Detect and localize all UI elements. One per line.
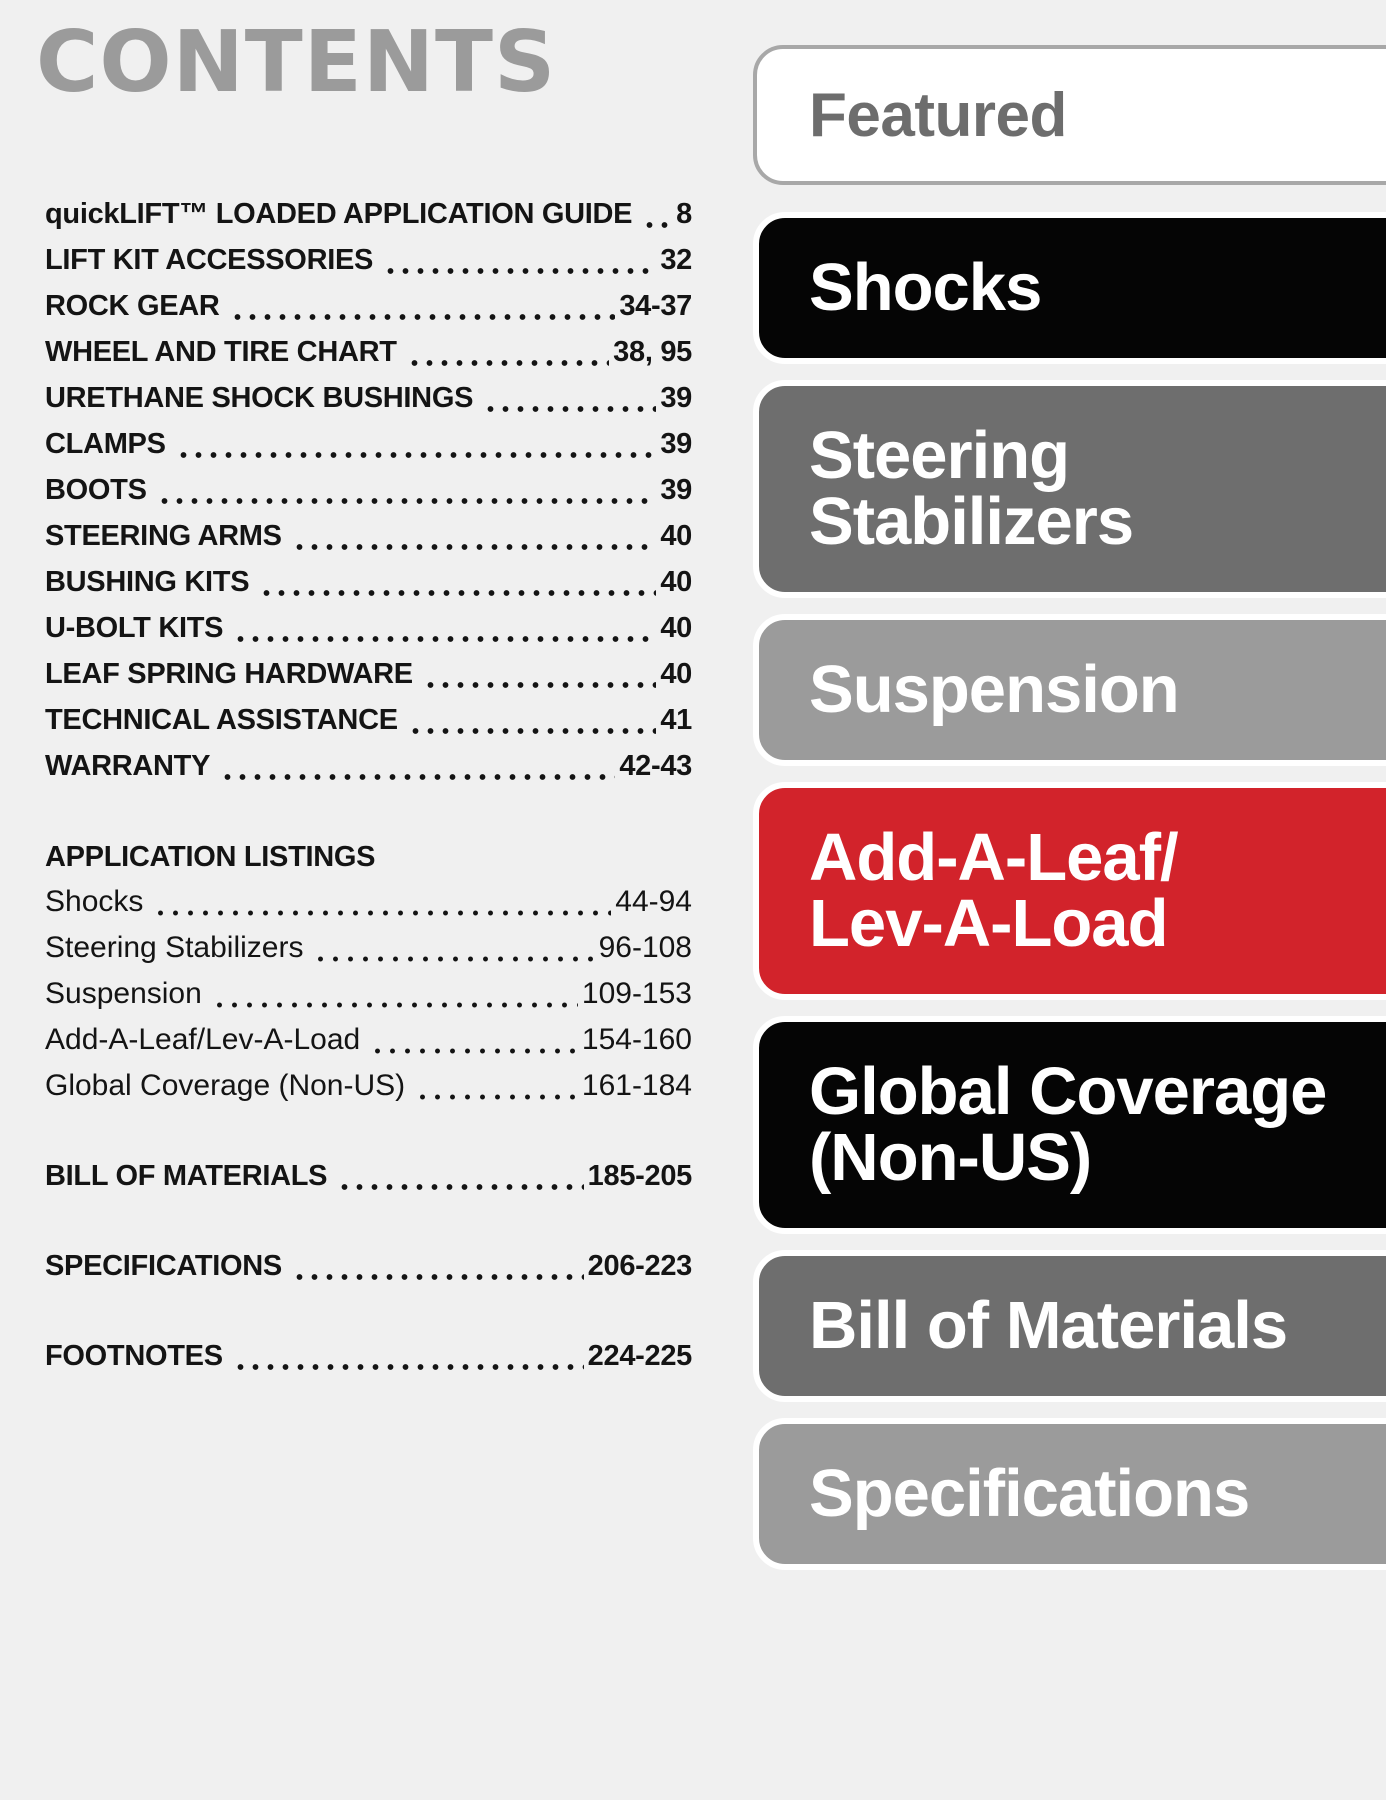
featured-band-label: Shocks bbox=[809, 250, 1042, 326]
featured-band-label: Global Coverage bbox=[809, 1054, 1327, 1130]
featured-band-label: Stabilizers bbox=[809, 484, 1134, 559]
toc-entry-label: Global Coverage (Non-US) bbox=[45, 1069, 406, 1102]
toc-entry bbox=[40, 422, 692, 468]
dotted-leader bbox=[337, 1154, 583, 1200]
dotted-leader bbox=[642, 192, 672, 238]
toc-entry bbox=[40, 376, 692, 422]
dotted-leader bbox=[233, 1334, 584, 1380]
toc-entry-label: BILL OF MATERIALS bbox=[45, 1160, 328, 1192]
dotted-leader bbox=[212, 972, 578, 1018]
toc-entry-page: 161-184 bbox=[581, 1069, 692, 1102]
toc-section-header: APPLICATION LISTINGS bbox=[45, 840, 376, 873]
toc-entry bbox=[40, 468, 692, 514]
toc-entry-label: STEERING ARMS bbox=[45, 520, 282, 552]
toc-entry bbox=[40, 1154, 692, 1200]
toc-entry-page: 185-205 bbox=[587, 1160, 692, 1192]
featured-band-label: Specifications bbox=[809, 1456, 1250, 1532]
toc-entry bbox=[40, 926, 692, 972]
dotted-leader bbox=[483, 376, 656, 422]
dotted-leader bbox=[313, 926, 594, 972]
featured-band-label: Bill of Materials bbox=[809, 1288, 1288, 1364]
toc-entry-label: LEAF SPRING HARDWARE bbox=[45, 658, 413, 690]
dotted-leader bbox=[176, 422, 657, 468]
toc-entry-page: 40 bbox=[660, 520, 692, 552]
toc-entry bbox=[40, 652, 692, 698]
dotted-leader bbox=[407, 330, 610, 376]
dotted-leader bbox=[370, 1018, 578, 1064]
toc-entry bbox=[40, 1244, 692, 1290]
toc-entry bbox=[40, 1334, 692, 1380]
featured-band-global-coverage-non-us[interactable] bbox=[753, 1016, 1386, 1234]
toc-entry-label: TECHNICAL ASSISTANCE bbox=[45, 704, 398, 736]
featured-band-list bbox=[753, 212, 1386, 1570]
dotted-leader bbox=[233, 606, 656, 652]
featured-band-add-a-leaf-lev-a-load[interactable] bbox=[753, 782, 1386, 1000]
toc-entry-page: 42-43 bbox=[619, 750, 692, 782]
toc-entry bbox=[40, 192, 692, 238]
toc-entry bbox=[40, 284, 692, 330]
toc-entry bbox=[40, 744, 692, 790]
toc-entry-page: 40 bbox=[660, 566, 692, 598]
dotted-leader bbox=[292, 1244, 584, 1290]
dotted-leader bbox=[423, 652, 657, 698]
toc-entry bbox=[40, 238, 692, 284]
toc-entry-page: 39 bbox=[660, 382, 692, 414]
dotted-leader bbox=[408, 698, 657, 744]
toc-entry bbox=[40, 606, 692, 652]
toc-entry-label: Suspension bbox=[45, 977, 202, 1010]
featured-band-specifications[interactable] bbox=[753, 1418, 1386, 1570]
toc-group bbox=[40, 1154, 692, 1200]
toc-entry-label: Add-A-Leaf/Lev-A-Load bbox=[45, 1023, 361, 1056]
toc-entry-page: 39 bbox=[660, 474, 692, 506]
toc-entry-label: BUSHING KITS bbox=[45, 566, 250, 598]
toc-entry-page: 8 bbox=[676, 198, 692, 230]
toc-entry-label: WHEEL AND TIRE CHART bbox=[45, 336, 397, 368]
featured-header bbox=[753, 45, 1386, 185]
dotted-leader bbox=[415, 1064, 578, 1110]
featured-band-label: (Non-US) bbox=[809, 1120, 1092, 1195]
toc-entry-page: 96-108 bbox=[598, 931, 692, 964]
toc-entry bbox=[40, 698, 692, 744]
toc-entry bbox=[40, 880, 692, 926]
featured-band-steering-stabilizers[interactable] bbox=[753, 380, 1386, 598]
toc-entry-page: 41 bbox=[660, 704, 692, 736]
featured-band-bill-of-materials[interactable] bbox=[753, 1250, 1386, 1402]
toc-entry-label: U-BOLT KITS bbox=[45, 612, 224, 644]
toc-entry-label: Shocks bbox=[45, 885, 144, 918]
toc-group bbox=[40, 192, 692, 790]
toc-entry-label: CLAMPS bbox=[45, 428, 166, 460]
toc-entry-page: 44-94 bbox=[615, 885, 692, 918]
dotted-leader bbox=[220, 744, 615, 790]
toc-entry bbox=[40, 330, 692, 376]
toc-entry-label: BOOTS bbox=[45, 474, 147, 506]
toc-entry-page: 38, 95 bbox=[613, 336, 692, 368]
toc-entry-page: 32 bbox=[660, 244, 692, 276]
toc-entry-page: 40 bbox=[660, 658, 692, 690]
dotted-leader bbox=[292, 514, 657, 560]
dotted-leader bbox=[230, 284, 616, 330]
toc-entry-label: LIFT KIT ACCESSORIES bbox=[45, 244, 374, 276]
toc-entry-label: URETHANE SHOCK BUSHINGS bbox=[45, 382, 474, 414]
toc-entry-page: 109-153 bbox=[581, 977, 692, 1010]
toc-entry-page: 154-160 bbox=[581, 1023, 692, 1056]
toc-group bbox=[40, 1244, 692, 1290]
toc-entry bbox=[40, 1064, 692, 1110]
toc-entry-label: WARRANTY bbox=[45, 750, 211, 782]
dotted-leader bbox=[259, 560, 656, 606]
toc-entry-page: 224-225 bbox=[587, 1340, 692, 1372]
toc-entry-label: ROCK GEAR bbox=[45, 290, 220, 322]
dotted-leader bbox=[157, 468, 657, 514]
featured-band-shocks[interactable] bbox=[753, 212, 1386, 364]
toc-entry-page: 206-223 bbox=[587, 1250, 692, 1282]
dotted-leader bbox=[153, 880, 611, 926]
toc-group bbox=[40, 1334, 692, 1380]
featured-title: Featured bbox=[809, 80, 1067, 150]
table-of-contents bbox=[40, 192, 692, 1380]
featured-band-label: Steering bbox=[809, 418, 1070, 494]
toc-entry-page: 39 bbox=[660, 428, 692, 460]
featured-band-label: Suspension bbox=[809, 652, 1179, 728]
toc-entry-label: FOOTNOTES bbox=[45, 1340, 223, 1372]
toc-entry bbox=[40, 1018, 692, 1064]
toc-entry-label: Steering Stabilizers bbox=[45, 931, 304, 964]
toc-entry bbox=[40, 560, 692, 606]
dotted-leader bbox=[383, 238, 656, 284]
page-title: CONTENTS bbox=[36, 13, 557, 112]
toc-entry-label: quickLIFT™ LOADED APPLICATION GUIDE bbox=[45, 198, 633, 230]
toc-group bbox=[40, 834, 692, 1110]
toc-entry-page: 34-37 bbox=[619, 290, 692, 322]
toc-entry bbox=[40, 972, 692, 1018]
featured-sidebar bbox=[753, 45, 1386, 1570]
toc-entry bbox=[40, 514, 692, 560]
featured-band-label: Lev-A-Load bbox=[809, 886, 1168, 961]
toc-entry-label: SPECIFICATIONS bbox=[45, 1250, 282, 1282]
featured-band-suspension[interactable] bbox=[753, 614, 1386, 766]
featured-band-label: Add-A-Leaf/ bbox=[809, 820, 1178, 896]
toc-entry-page: 40 bbox=[660, 612, 692, 644]
